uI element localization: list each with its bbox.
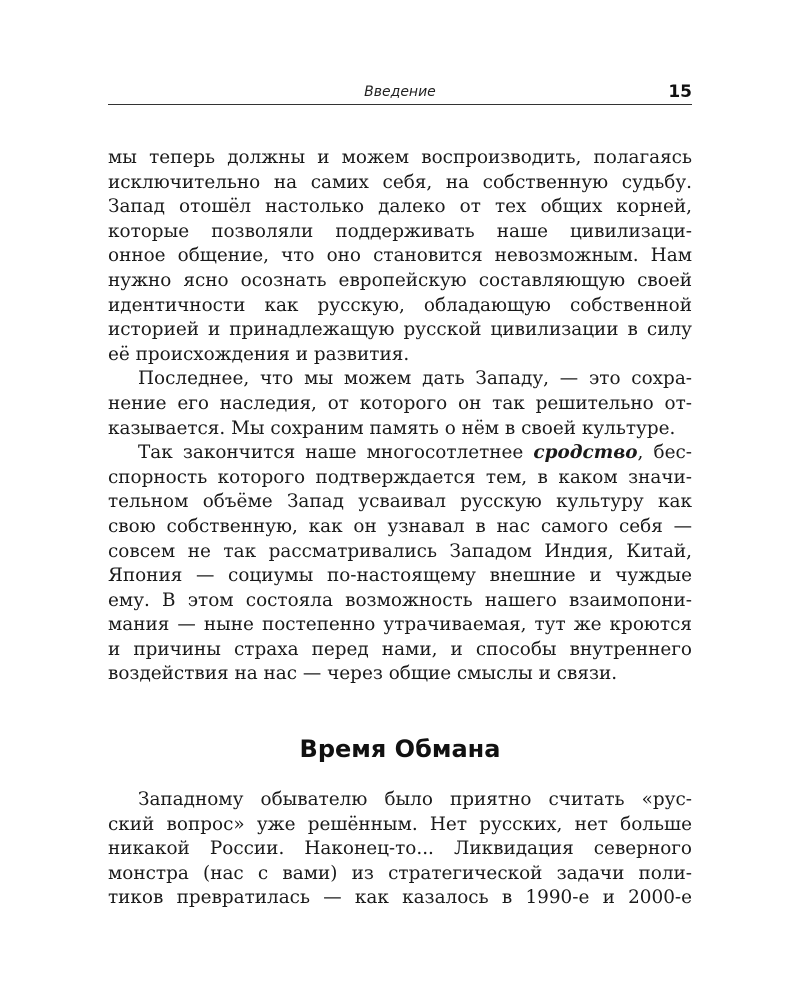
text-line: историей и принадлежащую русской цивилизации в силу [108, 319, 692, 341]
text-line: мания — ныне постепенно утрачиваемая, тут же кроются [108, 614, 692, 636]
text-line: нение его наследия, от которого он так решительно от- [108, 392, 692, 414]
text-line: Западному обывателю было приятно считать «рус- [138, 789, 692, 810]
text-line: совсем не так рассматривались Западом Индия, Китай, [108, 540, 692, 562]
text-line: свою собственную, как он узнавал в нас самого себя — [108, 515, 692, 537]
text-line: Япония — социумы по-настоящему внешние и чуждые [108, 565, 692, 587]
section-heading: Время Обмана [299, 735, 501, 763]
text-line: онное общение, что оно становится невозможным. Нам [108, 245, 692, 267]
running-header [108, 80, 692, 105]
text-line: исключительно на самих себя, на собственную судьбу. [108, 171, 692, 193]
text-run: Так закончится наше многосотлетнее [138, 442, 534, 464]
section-body [108, 788, 692, 911]
text-line: Запад отошёл настолько далеко от тех общих корней, [108, 196, 692, 218]
text-line: ский вопрос» уже решённым. Нет русских, нет больше [108, 813, 692, 835]
paragraph-1 [108, 146, 692, 367]
text-line: воздействия на нас — через общие смыслы и связи. [108, 663, 618, 685]
emphasized-term: сродство [533, 442, 638, 464]
text-line: ему. В этом состояла возможность нашего взаимопони- [108, 589, 692, 611]
body-text [108, 146, 692, 687]
text-line [108, 441, 692, 466]
text-line: тиков превратилась — как казалось в 1990-е и 2000-е [108, 887, 692, 909]
text-line: казывается. Мы сохраним память о нём в своей культуре. [108, 417, 676, 439]
text-line: мы теперь должны и можем воспроизводить, полагаясь [108, 147, 692, 168]
text-line: тельном объёме Запад усваивал русскую культуру как [108, 491, 692, 513]
text-line: идентичности как русскую, обладающую собственной [108, 294, 692, 316]
text-line: спорность которого подтверждается тем, в каком значи- [108, 466, 692, 488]
paragraph-2 [108, 367, 692, 441]
text-line: никакой России. Наконец-то... Ликвидация северного [108, 838, 692, 860]
text-line: её происхождения и развития. [108, 343, 410, 365]
chapter-title: Введение [364, 84, 436, 100]
text-line: Последнее, что мы можем дать Западу, — это сохра- [138, 368, 692, 390]
text-run: , бес- [637, 442, 692, 464]
page-number: 15 [668, 82, 692, 102]
paragraph-3 [108, 441, 692, 687]
text-line: и причины страха перед нами, и способы внутреннего [108, 638, 692, 660]
text-line: которые позволяли поддерживать наше цивилизаци- [108, 220, 692, 242]
text-line: монстра (нас с вами) из стратегической задачи поли- [108, 862, 692, 884]
text-line: нужно ясно осознать европейскую составляющую своей [108, 269, 692, 291]
